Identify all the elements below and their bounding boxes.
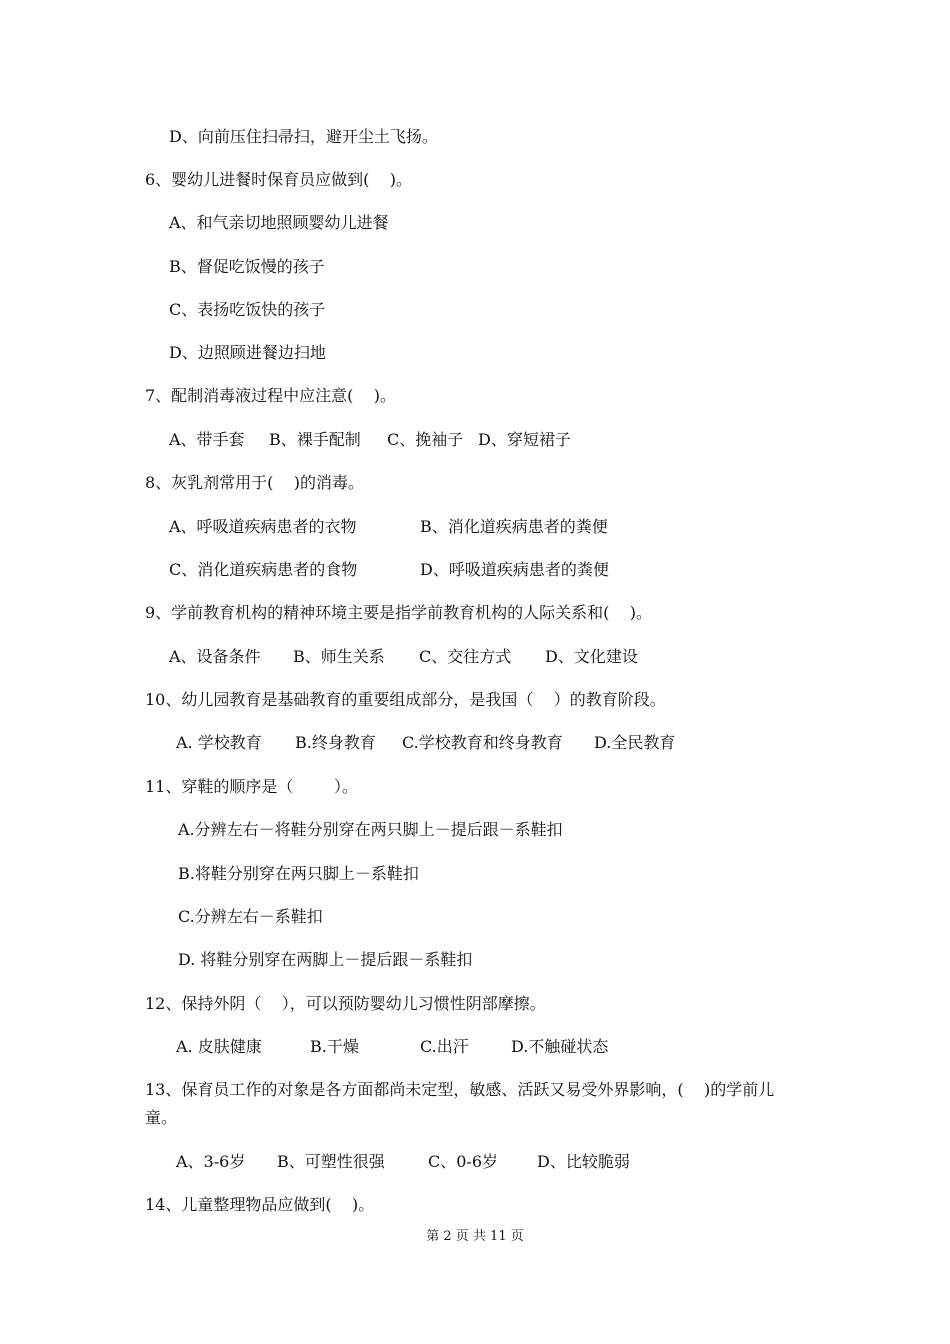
q7-option-b: B、裸手配制	[269, 430, 361, 449]
q12-stem: 12、保持外阴（ ），可以预防婴幼儿习惯性阴部摩擦。	[145, 994, 546, 1013]
q8-option-d: D、呼吸道疾病患者的粪便	[420, 560, 609, 579]
q12-option-c: C.出汗	[420, 1037, 469, 1056]
q6-option-c: C、表扬吃饭快的孩子	[169, 300, 326, 319]
q7-option-d: D、穿短裙子	[478, 430, 571, 449]
q6-option-a: A、和气亲切地照顾婴幼儿进餐	[169, 213, 389, 232]
q9-stem: 9、学前教育机构的精神环境主要是指学前教育机构的人际关系和( )。	[145, 603, 653, 622]
q7-stem: 7、配制消毒液过程中应注意( )。	[145, 386, 397, 405]
q13-option-b: B、可塑性很强	[277, 1152, 385, 1171]
q8-option-b: B、消化道疾病患者的粪便	[420, 517, 608, 536]
q12-option-d: D.不触碰状态	[511, 1037, 609, 1056]
q13-stem-line2: 童。	[145, 1108, 178, 1127]
q6-option-b: B、督促吃饭慢的孩子	[169, 257, 325, 276]
q13-stem-line1: 13、保育员工作的对象是各方面都尚未定型，敏感、活跃又易受外界影响，( )的学前儿	[145, 1080, 775, 1099]
q9-option-c: C、交往方式	[419, 647, 512, 666]
q10-stem: 10、幼儿园教育是基础教育的重要组成部分，是我国（ ）的教育阶段。	[145, 690, 666, 709]
q11-option-d: D. 将鞋分别穿在两脚上－提后跟－系鞋扣	[178, 950, 473, 969]
q7-option-c: C、挽袖子	[387, 430, 464, 449]
q13-option-a: A、3-6岁	[176, 1152, 246, 1171]
q5-option-d: D、向前压住扫帚扫，避开尘土飞扬。	[169, 127, 438, 146]
q13-option-c: C、0-6岁	[428, 1152, 499, 1171]
q13-option-d: D、比较脆弱	[537, 1152, 630, 1171]
q9-option-b: B、师生关系	[293, 647, 385, 666]
q12-option-b: B.干燥	[310, 1037, 359, 1056]
q14-stem: 14、儿童整理物品应做到( )。	[145, 1195, 375, 1214]
q11-option-c: C.分辨左右－系鞋扣	[178, 907, 323, 926]
q10-option-a: A. 学校教育	[176, 733, 262, 752]
q6-option-d: D、边照顾进餐边扫地	[169, 343, 326, 362]
q10-option-d: D.全民教育	[594, 733, 676, 752]
q12-option-a: A. 皮肤健康	[176, 1037, 262, 1056]
q11-option-a: A.分辨左右－将鞋分别穿在两只脚上－提后跟－系鞋扣	[178, 820, 563, 839]
q9-option-d: D、文化建设	[545, 647, 638, 666]
q10-option-c: C.学校教育和终身教育	[402, 733, 563, 752]
q11-stem: 11、穿鞋的顺序是（ ）。	[145, 777, 359, 796]
page-number-footer: 第 2 页 共 11 页	[426, 1229, 524, 1244]
q11-option-b: B.将鞋分别穿在两只脚上－系鞋扣	[178, 864, 419, 883]
q10-option-b: B.终身教育	[295, 733, 376, 752]
q6-stem: 6、婴幼儿进餐时保育员应做到( )。	[145, 170, 413, 189]
q9-option-a: A、设备条件	[169, 647, 261, 666]
q8-stem: 8、灰乳剂常用于( )的消毒。	[145, 473, 365, 492]
q7-option-a: A、带手套	[169, 430, 245, 449]
q8-option-c: C、消化道疾病患者的食物	[169, 560, 358, 579]
q8-option-a: A、呼吸道疾病患者的衣物	[169, 517, 357, 536]
